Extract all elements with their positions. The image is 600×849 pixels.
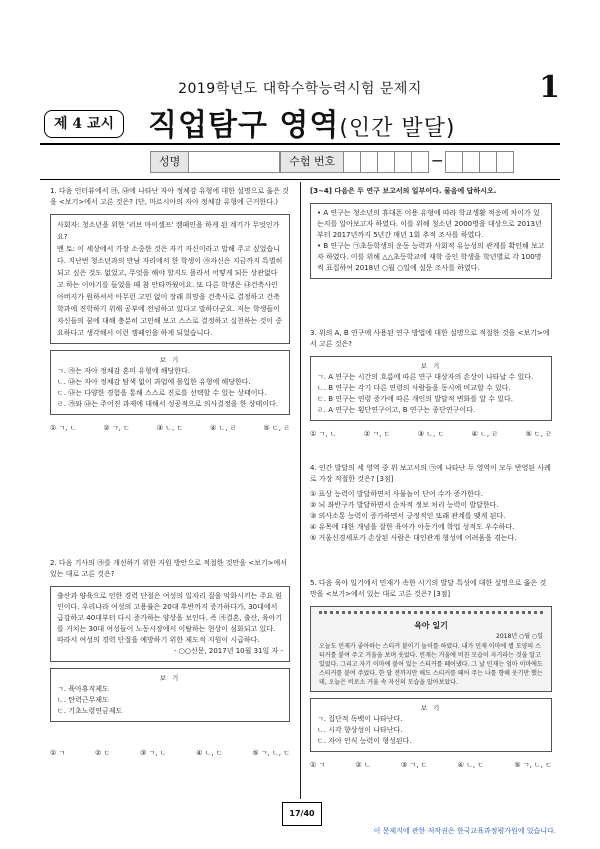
q3-choices xyxy=(310,429,552,440)
exam-number-cell[interactable] xyxy=(480,151,497,173)
question-1 xyxy=(50,186,290,434)
q2-article-text: 출산과 양육으로 인한 경력 단절은 여성의 일자리 질을 악화시키는 주요 원인이다. 우리나라 여성의 고용률은 20대 후반까지 증가하다가, 30대에서 급감하고 40대부터 다시 증가하는 양상을 보인다. 즉 ㉮결혼, 출산, 육아기를 거치는 30대 여성들이 노동시장에서 이탈하는 현상이 심화되고 있다. 따라서 여성의 경력 단절을 예방하기 위한 제도적 지원이 시급하다. xyxy=(57,592,283,644)
q5-choice-5[interactable]: ⑤ ㄱ, ㄴ, ㄷ xyxy=(514,761,552,769)
exam-number-dash: — xyxy=(431,154,443,167)
q1-bogi-box xyxy=(50,350,290,415)
q4-choices xyxy=(310,489,552,544)
q3-choice-2[interactable]: ② ㄱ, ㄷ xyxy=(363,430,391,438)
q2-choice-3[interactable]: ③ ㄱ, ㄴ xyxy=(139,749,167,757)
q2-bogi-label: 보 기 xyxy=(159,674,181,682)
diary-text: 오늘도 민재가 좋아하는 스티커 붙이기 놀이를 하였다. 내가 민재 이마에 별 모양의 스티커를 붙여 주고 거울을 보며 웃었다. 민재는 거울에 비친 모습이 자기라는 것을 알고 있었다. 그리고 자기 이마에 붙어 있는 스티커를 떼어냈다. 그 날 민재는 엄마 이마에도 스티커를 붙여 주었다. 한 달 전까지만 해도 스티커를 떼어 주는 나를 향해 웃기만 했는데, 오늘은 비로소 거울 속 자신의 모습을 알아보았다. xyxy=(319,643,543,686)
footer-page: 17 xyxy=(289,809,301,818)
q34-intro: [3~4] 다음은 두 연구 보고서의 일부이다. 물음에 답하시오. xyxy=(310,187,497,195)
q2-choices xyxy=(50,748,290,759)
q3-bogi-item: ㄹ. A 연구는 횡단연구이고, B 연구는 종단연구이다. xyxy=(317,406,476,414)
q3-bogi-label: 보 기 xyxy=(420,362,442,370)
copyright-notice: 이 문제지에 관한 저작권은 한국교육과정평가원에 있습니다. xyxy=(373,827,556,835)
q3-choice-4[interactable]: ④ ㄴ, ㄹ xyxy=(471,430,499,438)
question-3 xyxy=(310,328,552,440)
name-label: 성명 xyxy=(150,151,189,173)
header-underline xyxy=(40,179,560,180)
exam-number-cell[interactable] xyxy=(445,151,463,173)
subject-title xyxy=(148,100,456,144)
page-number: 1 xyxy=(539,70,560,105)
exam-number-cell[interactable] xyxy=(463,151,480,173)
q5-stem: 5. 다음 육아 일기에서 민재가 속한 시기의 발달 특성에 대한 설명으로 옳은 것만을 <보기>에서 있는 대로 고른 것은? [3점] xyxy=(310,579,547,598)
q4-choice-3[interactable]: ③ 의사소통 능력이 증가하면서 긍정적인 또래 관계를 맺게 된다. xyxy=(310,512,506,520)
q34-reports xyxy=(310,203,552,279)
q5-choice-2[interactable]: ② ㄴ xyxy=(355,761,371,769)
q2-bogi-item: ㄴ. 탄력근무제도 xyxy=(57,696,109,704)
subject-name: 직업탐구 영역 xyxy=(148,108,340,143)
column-divider xyxy=(300,182,301,799)
q5-bogi-item: ㄴ. 시각 향상성이 나타난다. xyxy=(317,726,403,734)
q1-bogi-item: ㄹ. ㉮와 ㉯는 주어진 과제에 대해서 성공적으로 의사결정을 한 상태이다. xyxy=(57,400,279,408)
q2-choice-4[interactable]: ④ ㄴ, ㄷ xyxy=(196,749,223,757)
q2-bogi-item: ㄱ. 육아휴직제도 xyxy=(57,685,109,693)
q5-choice-4[interactable]: ④ ㄴ, ㄷ xyxy=(457,761,485,769)
question-5 xyxy=(310,578,552,771)
q1-interview: 사회자: 청소년을 위한 '러브 마이셀프' 캠페인을 하게 된 계기가 무엇인가요? 멘 토: 이 세상에서 가장 소중한 것은 자기 자신이라고 말해 주고 싶었습니다. 지난번 청소년과의 만남 자리에서 한 학생이 ㉮자신은 지금까지 특별히 되고 싶은 것도 없었고, 무엇을 해야 할지도 몰라서 어떻게 되든 상관없다고 하는 이야기를 들었을 때 참 안타까웠어요. 또 다른 학생은 ㉯건축사인 아버지가 원하셔서 아무런 고민 없이 장래 희망을 건축사로 결정하고 건축학과에 진학하기 위해 공부에 전념하고 있다고 말하더군요. 저는 학생들이 자신들의 꿈에 대해 충분히 고민해 보고 스스로 결정하고 실천하는 것이 중요하다고 생각해서 이런 캠페인을 하게 되었습니다. xyxy=(50,214,290,344)
q5-choice-1[interactable]: ① ㄱ xyxy=(310,761,326,769)
q4-choice-5[interactable]: ⑤ 거울신경세포가 손상된 사람은 대인관계 형성에 어려움을 겪는다. xyxy=(310,534,517,542)
session-badge: 제 4 교시 xyxy=(44,110,124,138)
q3-bogi-box xyxy=(310,356,552,421)
q2-source: - ○○신문, 2017년 10월 31일 자 - xyxy=(173,647,283,655)
diary-spiral xyxy=(319,611,543,617)
q5-diary xyxy=(310,606,552,692)
report-b: • B 연구는 ㉠초등학생의 운동 능력과 사회적 유능성의 관계를 확인해 보고자 하였다. 이를 위해 △△초등학교에 재학 중인 학생을 학년별로 각 100명씩 표집하여 2018년 ○월 ○일에 설문 조사를 하였다. xyxy=(317,242,545,272)
question-4 xyxy=(310,463,552,544)
q1-choice-1[interactable]: ① ㄱ, ㄴ xyxy=(50,424,77,432)
q5-bogi-box xyxy=(310,698,552,752)
q4-choice-1[interactable]: ① 표상 능력이 발달하면서 사물놀이 단어 수가 증가한다. xyxy=(310,490,483,498)
q3-bogi-item: ㄴ. B 연구는 각기 다른 연령의 사람들을 동시에 비교할 수 있다. xyxy=(317,384,511,392)
q2-article xyxy=(50,586,290,662)
report-a: • A 연구는 청소년의 휴대폰 이용 유형에 따라 학교생활 적응에 차이가 있는지를 알아보고자 하였다. 이를 위해 청소년 2000명을 대상으로 2013년부터 2017년까지 5년간 매년 1회 추적 조사를 하였다. xyxy=(317,209,542,239)
q3-choice-5[interactable]: ⑤ ㄷ, ㄹ xyxy=(525,430,552,438)
q3-choice-1[interactable]: ① ㄱ, ㄴ xyxy=(310,430,337,438)
q3-choice-3[interactable]: ③ ㄴ, ㄷ xyxy=(417,430,445,438)
q4-choice-2[interactable]: ② 뇌 좌반구가 발달하면서 순차적 정보 처리 능력이 발달한다. xyxy=(310,501,499,509)
q5-bogi-item: ㄷ. 자아 인식 능력이 형성된다. xyxy=(317,737,412,745)
header-rule xyxy=(40,143,560,145)
exam-number-cell[interactable] xyxy=(378,151,395,173)
q5-choice-3[interactable]: ③ ㄱ, ㄷ xyxy=(400,761,428,769)
exam-number-cell[interactable] xyxy=(412,151,429,173)
q5-bogi-item: ㄱ. 집단적 독백이 나타난다. xyxy=(317,715,403,723)
question-2 xyxy=(50,558,290,759)
q3-bogi-item: ㄷ. B 연구는 연령 증가에 따른 개인의 발달적 변화를 알 수 있다. xyxy=(317,395,514,403)
diary-date: 2018년 ○월 ○일 xyxy=(496,633,543,640)
exam-number-cell[interactable] xyxy=(497,151,514,173)
q1-choice-4[interactable]: ④ ㄴ, ㄹ xyxy=(210,424,237,432)
q1-bogi-item: ㄴ. ㉯는 자아 정체감 탐색 없이 과업에 몰입한 유형에 해당한다. xyxy=(57,378,251,386)
q3-stem: 3. 위의 A, B 연구에 사용된 연구 방법에 대한 설명으로 적절한 것을 <보기>에서 고른 것은? xyxy=(310,329,550,348)
exam-number-label: 수험 번호 xyxy=(280,151,344,173)
q4-choice-4[interactable]: ④ 유목에 대한 개념을 잘한 육아가 아동기에 학업 성적도 우수하다. xyxy=(310,523,515,531)
q4-stem: 4. 인간 발달의 세 영역 중 위 보고서의 ㉠에 나타난 두 영역이 모두 반영된 사례로 가장 적절한 것은? [3점] xyxy=(310,464,551,483)
q3-bogi-item: ㄱ. A 연구는 시간의 흐름에 따른 연구 대상자의 손상이 나타날 수 있다. xyxy=(317,373,534,381)
exam-number-cell[interactable] xyxy=(361,151,378,173)
q1-bogi-item: ㄷ. ㉯는 다양한 경험을 통해 스스로 진로를 선택할 수 있는 상태이다. xyxy=(57,389,267,397)
q2-choice-2[interactable]: ② ㄷ xyxy=(94,749,111,757)
exam-title: 2019학년도 대학수학능력시험 문제지 xyxy=(178,81,422,97)
q1-bogi-label: 보 기 xyxy=(159,356,181,364)
questions-3-4-intro xyxy=(310,186,552,279)
name-field[interactable] xyxy=(189,151,280,173)
q2-choice-1[interactable]: ① ㄱ xyxy=(50,749,66,757)
candidate-id-bar xyxy=(150,151,514,173)
q1-choice-5[interactable]: ⑤ ㄷ, ㄹ xyxy=(263,424,290,432)
q2-bogi-item: ㄷ. 기초노령연금제도 xyxy=(57,707,123,715)
q1-stem: 1. 다음 인터뷰에서 ㉮, ㉯에 나타난 자아 정체감 유형에 대한 설명으로 옳은 것을 <보기>에서 고른 것은? (단, 마르시아의 자아 정체감 유형에 근거한다.) xyxy=(50,187,289,206)
q5-choices xyxy=(310,760,552,771)
q1-bogi-item: ㄱ. ㉮는 자아 정체감 혼미 유형에 해당한다. xyxy=(57,367,190,375)
diary-title: 육아 일기 xyxy=(414,621,448,630)
q5-bogi-label: 보 기 xyxy=(420,704,442,712)
exam-number-cell[interactable] xyxy=(344,151,361,173)
q2-bogi-box xyxy=(50,668,290,722)
footer-page-indicator: 17/40 xyxy=(282,802,322,826)
q2-stem: 2. 다음 기사의 ㉮를 개선하기 위한 지원 방안으로 적절한 것만을 <보기>에서 있는 대로 고른 것은? xyxy=(50,559,287,578)
exam-number-cell[interactable] xyxy=(395,151,412,173)
q1-choices xyxy=(50,423,290,434)
footer-total: 40 xyxy=(303,809,315,818)
subject-subtitle: (인간 발달) xyxy=(339,116,456,141)
q1-choice-3[interactable]: ③ ㄴ, ㄷ xyxy=(156,424,184,432)
q1-choice-2[interactable]: ② ㄱ, ㄷ xyxy=(103,424,130,432)
q2-choice-5[interactable]: ⑤ ㄱ, ㄴ, ㄷ xyxy=(252,749,290,757)
